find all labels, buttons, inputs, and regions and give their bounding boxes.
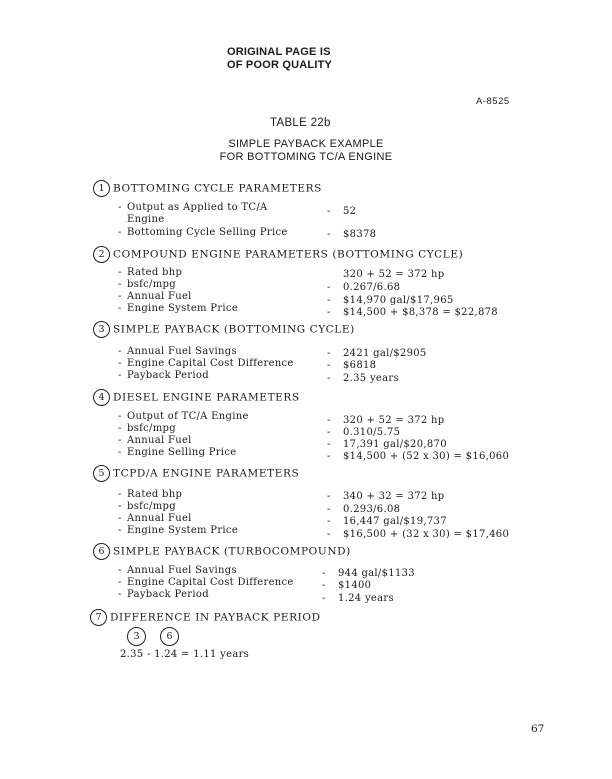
item-label: Engine System Price bbox=[127, 303, 239, 314]
item-value: 0.267/6.68 bbox=[343, 282, 401, 293]
item-label: bsfc/mpg bbox=[127, 423, 176, 434]
section-7-heading bbox=[90, 609, 321, 626]
item-value: 340 + 32 = 372 hp bbox=[343, 491, 445, 502]
section-number-badge: 2 bbox=[93, 246, 110, 263]
item-value: 0.310/5.75 bbox=[343, 427, 401, 438]
item-label: Engine bbox=[127, 214, 165, 225]
item-value: $14,500 + $8,378 = $22,878 bbox=[343, 307, 498, 318]
section-4-heading bbox=[93, 389, 300, 406]
section-2-heading bbox=[93, 246, 463, 263]
section-number-badge: 7 bbox=[90, 609, 107, 626]
item-label: Payback Period bbox=[127, 589, 209, 600]
item-label: Output of TC/A Engine bbox=[127, 411, 249, 422]
item-label: Annual Fuel Savings bbox=[127, 346, 237, 357]
section-heading-text: BOTTOMING CYCLE PARAMETERS bbox=[113, 182, 322, 195]
document-id: A-8525 bbox=[476, 96, 510, 107]
section-number-badge: 6 bbox=[93, 543, 110, 560]
item-value: $16,500 + (32 x 30) = $17,460 bbox=[343, 529, 510, 540]
section-heading-text: COMPOUND ENGINE PARAMETERS (BOTTOMING CYCLE) bbox=[113, 248, 464, 261]
item-value: 320 + 52 = 372 hp bbox=[343, 269, 445, 280]
item-label: Payback Period bbox=[127, 370, 209, 381]
section-heading-text: DIESEL ENGINE PARAMETERS bbox=[113, 391, 300, 404]
table-number: TABLE 22b bbox=[270, 117, 331, 129]
item-value: $1400 bbox=[338, 580, 372, 591]
item-label: Engine Selling Price bbox=[127, 447, 237, 458]
section-number-badge: 5 bbox=[93, 465, 110, 482]
item-value: 320 + 52 = 372 hp bbox=[343, 415, 445, 426]
item-value: 52 bbox=[343, 206, 357, 217]
item-label: Engine Capital Cost Difference bbox=[127, 358, 294, 369]
section-1-heading bbox=[93, 180, 322, 197]
section-3-heading bbox=[93, 321, 355, 338]
stamp-line-2: OF POOR QUALITY bbox=[227, 59, 333, 71]
item-value: 0.293/6.08 bbox=[343, 504, 401, 515]
item-label: Bottoming Cycle Selling Price bbox=[127, 227, 288, 238]
item-value: 17,391 gal/$20,870 bbox=[343, 439, 447, 450]
item-label: Annual Fuel bbox=[127, 435, 192, 446]
section-number-badge: 1 bbox=[93, 180, 110, 197]
section-heading-text: SIMPLE PAYBACK (TURBOCOMPOUND) bbox=[113, 545, 351, 558]
item-value: 2.35 years bbox=[343, 373, 399, 384]
item-value: $14,500 + (52 x 30) = $16,060 bbox=[343, 451, 510, 462]
section-heading-text: TCPD/A ENGINE PARAMETERS bbox=[113, 467, 300, 480]
difference-equation: 2.35 - 1.24 = 1.11 years bbox=[120, 649, 250, 660]
section-heading-text: SIMPLE PAYBACK (BOTTOMING CYCLE) bbox=[113, 323, 355, 336]
item-label: bsfc/mpg bbox=[127, 501, 176, 512]
quality-stamp bbox=[227, 46, 332, 72]
table-title-line-2: FOR BOTTOMING TC/A ENGINE bbox=[219, 151, 393, 163]
section-6-heading bbox=[93, 543, 351, 560]
item-label: Output as Applied to TC/A bbox=[127, 202, 268, 213]
section-number-badge: 4 bbox=[93, 389, 110, 406]
item-label: Engine Capital Cost Difference bbox=[127, 577, 294, 588]
reference-badge-a: 3 bbox=[127, 627, 146, 646]
table-title-line-1: SIMPLE PAYBACK EXAMPLE bbox=[228, 138, 384, 150]
item-value: $8378 bbox=[343, 229, 377, 240]
item-label: Rated bhp bbox=[127, 489, 183, 500]
item-label: Annual Fuel Savings bbox=[127, 565, 237, 576]
reference-badges bbox=[127, 626, 182, 646]
section-5-heading bbox=[93, 465, 299, 482]
item-label: Engine System Price bbox=[127, 525, 239, 536]
item-value: $6818 bbox=[343, 360, 377, 371]
item-value: 16,447 gal/$19,737 bbox=[343, 516, 447, 527]
item-value: 944 gal/$1133 bbox=[338, 568, 415, 579]
item-value: 1.24 years bbox=[338, 593, 394, 604]
reference-badge-b: 6 bbox=[160, 627, 179, 646]
page-number: 67 bbox=[531, 723, 545, 735]
item-label: Annual Fuel bbox=[127, 291, 192, 302]
item-label: Annual Fuel bbox=[127, 513, 192, 524]
item-value: $14,970 gal/$17,965 bbox=[343, 295, 454, 306]
item-label: Rated bhp bbox=[127, 267, 183, 278]
stamp-line-1: ORIGINAL PAGE IS bbox=[227, 46, 331, 58]
item-label: bsfc/mpg bbox=[127, 279, 176, 290]
section-number-badge: 3 bbox=[93, 321, 110, 338]
section-heading-text: DIFFERENCE IN PAYBACK PERIOD bbox=[110, 611, 321, 624]
item-value: 2421 gal/$2905 bbox=[343, 348, 427, 359]
